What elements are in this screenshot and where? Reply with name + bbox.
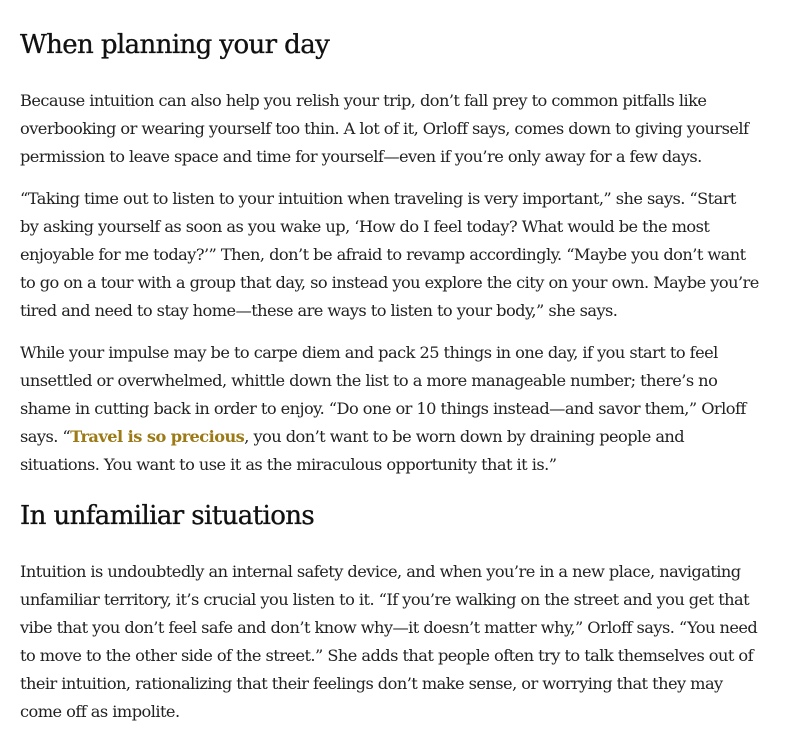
section-heading-planning: When planning your day [20,30,330,60]
text-line: their intuition, rationalizing that their feelings don’t make sense, or worrying that they may [20,674,723,693]
text-line: Because intuition can also help you relish your trip, don’t fall prey to common pitfalls like [20,91,707,110]
paragraph-taking-time-out [20,185,792,325]
paragraph-relish-trip [20,87,792,171]
paragraph-carpe-diem [20,339,792,479]
text-segment: , you don’t want to be worn down by draining people and [244,427,685,446]
section-heading-unfamiliar: In unfamiliar situations [20,501,315,531]
text-line: While your impulse may be to carpe diem and pack 25 things in one day, if you start to feel [20,343,718,362]
paragraph-internal-safety-device [20,558,792,726]
text-line: come off as impolite. [20,702,180,721]
text-line: situations. You want to use it as the miraculous opportunity that it is.” [20,455,557,474]
text-line: permission to leave space and time for yourself—even if you’re only away for a few days. [20,147,702,166]
travel-is-so-precious-link[interactable]: Travel is so precious [70,427,245,446]
text-line: unfamiliar territory, it’s crucial you listen to it. “If you’re walking on the street and you get that [20,590,750,609]
text-segment: says. “ [20,427,71,446]
text-line: to go on a tour with a group that day, so instead you explore the city on your own. Maybe you’re [20,273,759,292]
text-line: by asking yourself as soon as you wake up, ‘How do I feel today? What would be the most [20,217,710,236]
text-line: “Taking time out to listen to your intuition when traveling is very important,” she says. “Start [20,189,736,208]
text-line: to move to the other side of the street.” She adds that people often try to talk themselves out of [20,646,754,665]
text-line: enjoyable for me today?’” Then, don’t be afraid to revamp accordingly. “Maybe you don’t want [20,245,746,264]
article-body [20,0,792,740]
text-line: shame in cutting back in order to enjoy. “Do one or 10 things instead—and savor them,” Orloff [20,399,746,418]
text-line: vibe that you don’t feel safe and don’t know why—it doesn’t matter why,” Orloff says. “You need [20,618,758,637]
text-line: tired and need to stay home—these are ways to listen to your body,” she says. [20,301,618,320]
text-line: Intuition is undoubtedly an internal safety device, and when you’re in a new place, navigating [20,562,741,581]
text-line: unsettled or overwhelmed, whittle down the list to a more manageable number; there’s no [20,371,718,390]
text-line: overbooking or wearing yourself too thin. A lot of it, Orloff says, comes down to giving yourself [20,119,749,138]
